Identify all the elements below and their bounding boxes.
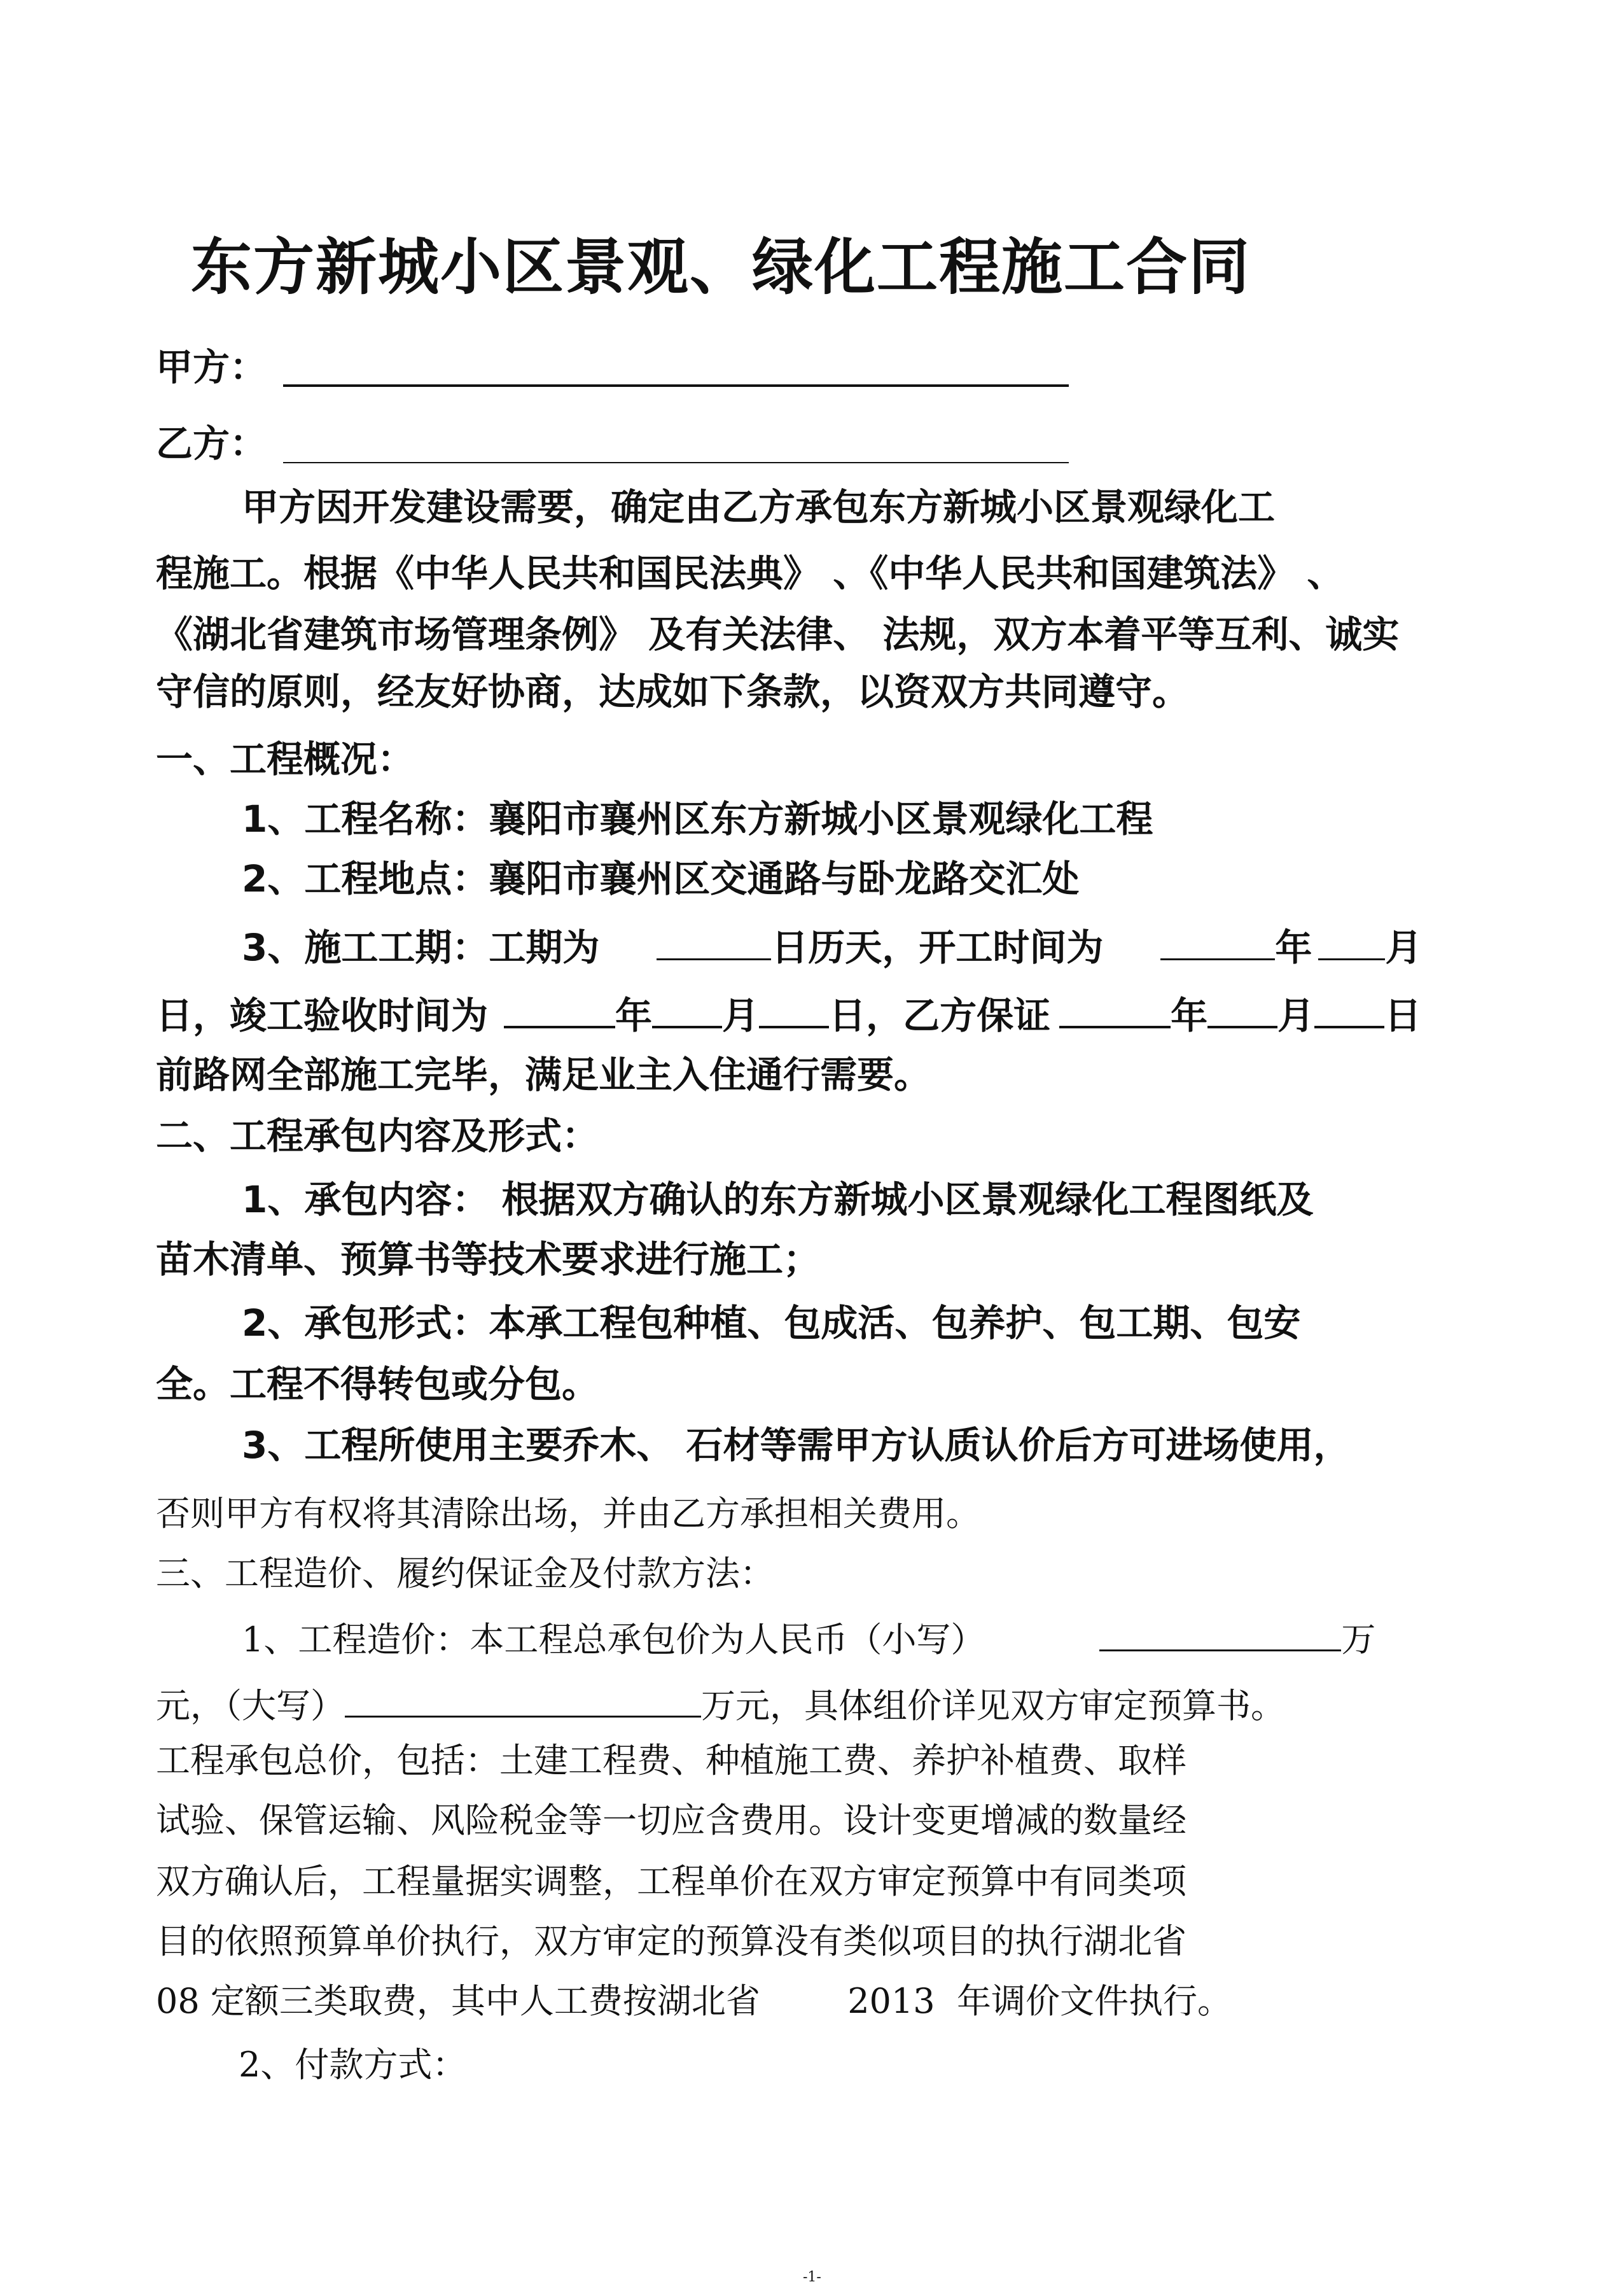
intro-line-2: 程施工。根据《中华人民共和国民法典》 、《中华人民共和国建筑法》 、: [156, 552, 1344, 595]
section-3-item-1-line-2: [156, 1684, 1285, 1726]
section-3-heading: 三、工程造价、履约保证金及付款方法：: [156, 1553, 774, 1593]
section-1-heading: 一、工程概况：: [156, 738, 415, 781]
party-b-blank[interactable]: [283, 462, 1069, 463]
guarantee-day-label: 日: [1384, 994, 1422, 1037]
price-capital-label: 元，（大写）: [156, 1686, 345, 1726]
section-3-para-line-1: 工程承包总价，包括：土建工程费、种植施工费、养护补植费、取样: [156, 1740, 1186, 1781]
price-small-blank[interactable]: [1099, 1618, 1341, 1651]
section-2-item-2-line-1: 2、承包形式：本承工程包种植、包成活、包养护、包工期、包安: [242, 1301, 1301, 1345]
price-wan-label: 万: [1341, 1620, 1376, 1660]
guarantee-year-label: 年: [1171, 994, 1208, 1037]
completion-month-blank[interactable]: [652, 993, 722, 1028]
price-capital-blank[interactable]: [345, 1684, 701, 1718]
guarantee-month-blank[interactable]: [1207, 993, 1277, 1028]
price-detail-text: 万元，具体组价详见双方审定预算书。: [701, 1686, 1285, 1726]
section-3-item-2: 2、付款方式：: [239, 2045, 467, 2085]
guarantee-month-label: 月: [1277, 994, 1315, 1037]
item-3-guarantee-text: ，乙方保证: [866, 994, 1051, 1037]
start-year-label: 年: [1275, 926, 1312, 969]
start-year-blank[interactable]: [1160, 927, 1275, 960]
price-small-label: 1、工程造价：本工程总承包价为人民币（小写）: [242, 1620, 985, 1660]
page-number: -1-: [803, 2269, 821, 2285]
section-2-item-2-line-2: 全。工程不得转包或分包。: [156, 1362, 599, 1406]
duration-days-blank[interactable]: [657, 927, 771, 960]
party-a-blank[interactable]: [283, 384, 1069, 387]
intro-line-3: 《湖北省建筑市场管理条例》 及有关法律、 法规，双方本着平等互利、诚实: [156, 613, 1400, 656]
item-3-label: 3、施工工期：工期为: [242, 926, 600, 969]
guarantee-year-blank[interactable]: [1059, 993, 1171, 1028]
section-2-item-3-line-1: 3、工程所使用主要乔木、 石材等需甲方认质认价后方可进场使用，: [242, 1424, 1351, 1467]
completion-year-label: 年: [615, 994, 653, 1037]
section-3-para-line-5: 08 定额三类取费，其中人工费按湖北省 2013 年调价文件执行。: [156, 1981, 1232, 2021]
item-3-completion-text: 日，竣工验收时间为: [156, 994, 489, 1037]
section-3-para-line-4: 目的依照预算单价执行，双方审定的预算没有类似项目的执行湖北省: [156, 1921, 1186, 1961]
party-b-label: 乙方：: [156, 422, 267, 465]
document-title: 东方新城小区景观、绿化工程施工合同: [191, 232, 1251, 303]
section-2-heading: 二、工程承包内容及形式：: [156, 1114, 599, 1158]
section-1-item-2: 2、工程地点：襄阳市襄州区交通路与卧龙路交汇处: [242, 857, 1080, 900]
section-1-item-3-line-1: [242, 926, 1423, 969]
section-1-item-3-line-2: [156, 993, 1422, 1037]
section-2-item-1-line-1: 1、承包内容： 根据双方确认的东方新城小区景观绿化工程图纸及: [242, 1178, 1314, 1221]
section-3-para-line-3: 双方确认后，工程量据实调整，工程单价在双方审定预算中有同类项: [156, 1861, 1186, 1901]
section-3-item-1-line-1: [242, 1618, 1376, 1660]
section-2-item-1-line-2: 苗木清单、预算书等技术要求进行施工；: [156, 1238, 821, 1281]
start-month-blank[interactable]: [1318, 927, 1385, 960]
intro-line-4: 守信的原则，经友好协商，达成如下条款，以资双方共同遵守。: [156, 670, 1190, 713]
section-1-item-1: 1、工程名称：襄阳市襄州区东方新城小区景观绿化工程: [242, 797, 1153, 841]
start-month-label: 月: [1385, 926, 1423, 969]
completion-year-blank[interactable]: [504, 993, 615, 1028]
section-1-item-3-line-3: 前路网全部施工完毕，满足业主入住通行需要。: [156, 1053, 931, 1096]
section-3-para-line-2: 试验、保管运输、风险税金等一切应含费用。设计变更增减的数量经: [156, 1800, 1186, 1840]
completion-day-label: 日: [829, 994, 866, 1037]
section-2-item-3-line-2: 否则甲方有权将其清除出场，并由乙方承担相关费用。: [156, 1494, 980, 1534]
item-3-calendar-text: 日历天，开工时间为: [771, 926, 1104, 969]
completion-month-label: 月: [722, 994, 760, 1037]
completion-day-blank[interactable]: [759, 993, 829, 1028]
party-a-label: 甲方：: [156, 346, 267, 389]
intro-line-1: 甲方因开发建设需要，确定由乙方承包东方新城小区景观绿化工: [242, 486, 1276, 529]
guarantee-day-blank[interactable]: [1314, 993, 1384, 1028]
